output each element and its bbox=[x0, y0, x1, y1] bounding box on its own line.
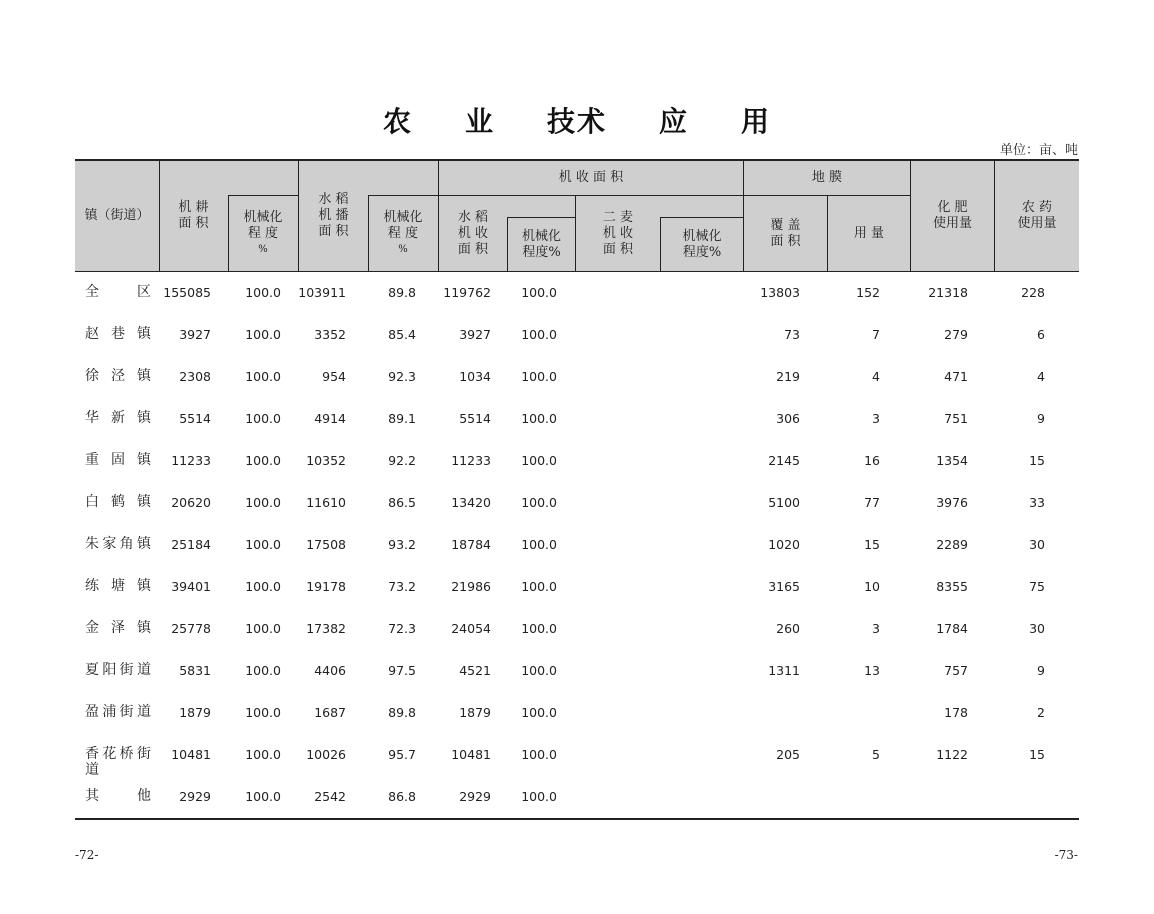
cell-film-usage: 4 bbox=[872, 369, 880, 384]
title-char-2: 业 bbox=[464, 105, 495, 138]
header-harvest-group: 机 收 面 积 bbox=[558, 170, 624, 185]
cell-jigeng-mech: 100.0 bbox=[245, 705, 281, 720]
cell-jigeng-area: 5514 bbox=[179, 411, 211, 426]
cell-pesticide: 228 bbox=[1021, 285, 1045, 300]
cell-rice-area: 2542 bbox=[314, 789, 346, 804]
town-name: 徐泾镇 bbox=[85, 368, 151, 384]
cell-film-area: 5100 bbox=[768, 495, 800, 510]
cell-rice-area: 1687 bbox=[314, 705, 346, 720]
header-jigeng-area: 机 耕 面 积 bbox=[178, 200, 209, 231]
cell-rice-mech: 89.1 bbox=[388, 411, 416, 426]
cell-rice-mech: 89.8 bbox=[388, 285, 416, 300]
header-harvest-wheat-mech: 机械化 程度% bbox=[682, 228, 722, 260]
title-char-1: 农 bbox=[382, 105, 413, 138]
cell-harvest-rice: 5514 bbox=[459, 411, 491, 426]
cell-jigeng-area: 25778 bbox=[171, 621, 211, 636]
header-harvest-wheat: 二 麦 机 收 面 积 bbox=[602, 209, 634, 257]
header-jigeng-mech-line3: % bbox=[258, 243, 268, 255]
cell-pesticide: 9 bbox=[1037, 663, 1045, 678]
cell-harvest-rice-mech: 100.0 bbox=[521, 705, 557, 720]
title-char-4: 应 bbox=[659, 105, 690, 138]
cell-film-usage: 16 bbox=[864, 453, 880, 468]
cell-pesticide: 9 bbox=[1037, 411, 1045, 426]
cell-rice-mech: 86.8 bbox=[388, 789, 416, 804]
cell-rice-area: 4406 bbox=[314, 663, 346, 678]
cell-film-area: 1311 bbox=[768, 663, 800, 678]
cell-harvest-rice: 4521 bbox=[459, 663, 491, 678]
cell-pesticide: 2 bbox=[1037, 705, 1045, 720]
table-row bbox=[75, 398, 1079, 440]
cell-pesticide: 15 bbox=[1029, 453, 1045, 468]
header-film-usage: 用 量 bbox=[853, 225, 885, 241]
cell-fertilizer: 1354 bbox=[936, 453, 968, 468]
cell-fertilizer: 8355 bbox=[936, 579, 968, 594]
cell-fertilizer: 178 bbox=[944, 705, 968, 720]
cell-fertilizer: 1784 bbox=[936, 621, 968, 636]
table-row bbox=[75, 566, 1079, 608]
cell-jigeng-area: 2308 bbox=[179, 369, 211, 384]
cell-jigeng-mech: 100.0 bbox=[245, 789, 281, 804]
cell-pesticide: 33 bbox=[1029, 495, 1045, 510]
header-rice-mech-line3: % bbox=[398, 243, 408, 255]
cell-harvest-rice: 1034 bbox=[459, 369, 491, 384]
cell-rice-area: 17508 bbox=[306, 537, 346, 552]
cell-rice-mech: 85.4 bbox=[388, 327, 416, 342]
header-film-group: 地 膜 bbox=[811, 170, 843, 185]
cell-jigeng-mech: 100.0 bbox=[245, 537, 281, 552]
title-char-3: 技术 bbox=[546, 105, 607, 138]
cell-jigeng-mech: 100.0 bbox=[245, 747, 281, 762]
town-name: 重固镇 bbox=[85, 452, 151, 468]
cell-jigeng-mech: 100.0 bbox=[245, 285, 281, 300]
cell-jigeng-mech: 100.0 bbox=[245, 369, 281, 384]
cell-fertilizer: 1122 bbox=[936, 747, 968, 762]
cell-jigeng-area: 2929 bbox=[179, 789, 211, 804]
cell-harvest-rice: 2929 bbox=[459, 789, 491, 804]
table-row bbox=[75, 356, 1079, 398]
town-name: 华新镇 bbox=[85, 410, 151, 426]
page-number-right: -73- bbox=[1054, 848, 1078, 862]
cell-harvest-rice: 18784 bbox=[451, 537, 491, 552]
cell-harvest-rice: 119762 bbox=[443, 285, 491, 300]
table-row bbox=[75, 776, 1079, 818]
town-name: 金泽镇 bbox=[85, 620, 151, 636]
cell-rice-area: 103911 bbox=[298, 285, 346, 300]
cell-harvest-rice-mech: 100.0 bbox=[521, 411, 557, 426]
cell-film-usage: 3 bbox=[872, 411, 880, 426]
cell-film-area: 306 bbox=[776, 411, 800, 426]
cell-fertilizer: 757 bbox=[944, 663, 968, 678]
cell-harvest-rice-mech: 100.0 bbox=[521, 285, 557, 300]
cell-rice-area: 954 bbox=[322, 369, 346, 384]
cell-film-usage: 15 bbox=[864, 537, 880, 552]
cell-film-usage: 152 bbox=[856, 285, 880, 300]
cell-jigeng-area: 11233 bbox=[171, 453, 211, 468]
page-number-left: -72- bbox=[75, 848, 99, 862]
header-jigeng-mech-line1: 机械化 bbox=[243, 209, 283, 225]
cell-fertilizer: 279 bbox=[944, 327, 968, 342]
cell-harvest-rice-mech: 100.0 bbox=[521, 537, 557, 552]
cell-pesticide: 30 bbox=[1029, 621, 1045, 636]
cell-harvest-rice: 11233 bbox=[451, 453, 491, 468]
cell-jigeng-mech: 100.0 bbox=[245, 621, 281, 636]
cell-jigeng-area: 20620 bbox=[171, 495, 211, 510]
header-harvest-rice: 水 稻 机 收 面 积 bbox=[457, 209, 489, 257]
cell-harvest-rice-mech: 100.0 bbox=[521, 453, 557, 468]
cell-fertilizer: 21318 bbox=[928, 285, 968, 300]
town-name: 朱家角镇 bbox=[85, 536, 151, 552]
table-row bbox=[75, 524, 1079, 566]
cell-pesticide: 75 bbox=[1029, 579, 1045, 594]
cell-film-area: 219 bbox=[776, 369, 800, 384]
header-rice-mech-line2: 程 度 bbox=[387, 225, 419, 241]
header-jigeng-mech bbox=[228, 196, 298, 271]
town-name: 白鹤镇 bbox=[85, 494, 151, 510]
cell-rice-mech: 73.2 bbox=[388, 579, 416, 594]
cell-rice-mech: 97.5 bbox=[388, 663, 416, 678]
cell-film-usage: 7 bbox=[872, 327, 880, 342]
cell-jigeng-area: 10481 bbox=[171, 747, 211, 762]
table-row bbox=[75, 482, 1079, 524]
cell-film-area: 3165 bbox=[768, 579, 800, 594]
table-row bbox=[75, 734, 1079, 776]
cell-harvest-rice: 10481 bbox=[451, 747, 491, 762]
cell-harvest-rice-mech: 100.0 bbox=[521, 663, 557, 678]
cell-pesticide: 30 bbox=[1029, 537, 1045, 552]
cell-film-usage: 13 bbox=[864, 663, 880, 678]
cell-harvest-rice-mech: 100.0 bbox=[521, 747, 557, 762]
cell-jigeng-area: 1879 bbox=[179, 705, 211, 720]
cell-harvest-rice: 3927 bbox=[459, 327, 491, 342]
cell-pesticide: 4 bbox=[1037, 369, 1045, 384]
table-row bbox=[75, 650, 1079, 692]
town-name: 全区 bbox=[85, 284, 151, 300]
cell-jigeng-mech: 100.0 bbox=[245, 663, 281, 678]
cell-harvest-rice: 21986 bbox=[451, 579, 491, 594]
cell-harvest-rice-mech: 100.0 bbox=[521, 789, 557, 804]
cell-film-area: 13803 bbox=[760, 285, 800, 300]
cell-jigeng-area: 5831 bbox=[179, 663, 211, 678]
cell-jigeng-area: 3927 bbox=[179, 327, 211, 342]
table-row bbox=[75, 440, 1079, 482]
cell-jigeng-mech: 100.0 bbox=[245, 495, 281, 510]
cell-film-area: 260 bbox=[776, 621, 800, 636]
cell-pesticide: 15 bbox=[1029, 747, 1045, 762]
cell-fertilizer: 751 bbox=[944, 411, 968, 426]
cell-jigeng-mech: 100.0 bbox=[245, 327, 281, 342]
town-name: 赵巷镇 bbox=[85, 326, 151, 342]
cell-fertilizer: 3976 bbox=[936, 495, 968, 510]
table-row bbox=[75, 272, 1079, 314]
cell-harvest-rice: 24054 bbox=[451, 621, 491, 636]
table-row bbox=[75, 608, 1079, 650]
cell-harvest-rice-mech: 100.0 bbox=[521, 579, 557, 594]
cell-rice-mech: 93.2 bbox=[388, 537, 416, 552]
header-jigeng-mech-line2: 程 度 bbox=[247, 225, 279, 241]
cell-film-area: 2145 bbox=[768, 453, 800, 468]
header-film-area: 覆 盖 面 积 bbox=[770, 217, 801, 249]
unit-label: 单位：亩、吨 bbox=[999, 143, 1078, 158]
header-rice-area: 水 稻 机 播 面 积 bbox=[318, 192, 349, 239]
page-title bbox=[0, 100, 1154, 140]
town-name: 夏阳街道 bbox=[85, 662, 151, 678]
cell-rice-mech: 72.3 bbox=[388, 621, 416, 636]
table-header bbox=[75, 161, 1079, 271]
cell-jigeng-mech: 100.0 bbox=[245, 411, 281, 426]
cell-rice-area: 17382 bbox=[306, 621, 346, 636]
cell-jigeng-mech: 100.0 bbox=[245, 453, 281, 468]
cell-jigeng-area: 39401 bbox=[171, 579, 211, 594]
cell-film-usage: 3 bbox=[872, 621, 880, 636]
cell-jigeng-area: 155085 bbox=[163, 285, 211, 300]
town-name: 香花桥街道 bbox=[85, 746, 151, 778]
town-name: 盈浦街道 bbox=[85, 704, 151, 720]
cell-film-area: 205 bbox=[776, 747, 800, 762]
cell-pesticide: 6 bbox=[1037, 327, 1045, 342]
table-row bbox=[75, 692, 1079, 734]
cell-rice-mech: 89.8 bbox=[388, 705, 416, 720]
cell-harvest-rice-mech: 100.0 bbox=[521, 495, 557, 510]
cell-harvest-rice-mech: 100.0 bbox=[521, 369, 557, 384]
cell-film-usage: 10 bbox=[864, 579, 880, 594]
title-char-5: 用 bbox=[741, 105, 772, 138]
cell-film-area: 73 bbox=[784, 327, 800, 342]
cell-rice-area: 10026 bbox=[306, 747, 346, 762]
cell-rice-mech: 92.2 bbox=[388, 453, 416, 468]
cell-harvest-rice-mech: 100.0 bbox=[521, 327, 557, 342]
header-fertilizer: 化 肥 使用量 bbox=[932, 200, 972, 231]
header-rice-mech bbox=[368, 196, 438, 271]
table-row bbox=[75, 314, 1079, 356]
town-name: 其他 bbox=[85, 788, 151, 804]
cell-rice-area: 10352 bbox=[306, 453, 346, 468]
header-rice-mech-line1: 机械化 bbox=[383, 209, 423, 225]
header-harvest-rice-mech: 机械化 程度% bbox=[521, 228, 561, 260]
cell-rice-mech: 95.7 bbox=[388, 747, 416, 762]
cell-harvest-rice-mech: 100.0 bbox=[521, 621, 557, 636]
cell-rice-mech: 86.5 bbox=[388, 495, 416, 510]
cell-jigeng-mech: 100.0 bbox=[245, 579, 281, 594]
cell-rice-area: 3352 bbox=[314, 327, 346, 342]
town-name: 练塘镇 bbox=[85, 578, 151, 594]
header-town: 镇（街道） bbox=[84, 208, 150, 223]
cell-harvest-rice: 13420 bbox=[451, 495, 491, 510]
cell-fertilizer: 2289 bbox=[936, 537, 968, 552]
cell-harvest-rice: 1879 bbox=[459, 705, 491, 720]
cell-film-usage: 5 bbox=[872, 747, 880, 762]
cell-film-usage: 77 bbox=[864, 495, 880, 510]
cell-rice-area: 11610 bbox=[306, 495, 346, 510]
cell-rice-area: 4914 bbox=[314, 411, 346, 426]
cell-jigeng-area: 25184 bbox=[171, 537, 211, 552]
cell-fertilizer: 471 bbox=[944, 369, 968, 384]
cell-rice-area: 19178 bbox=[306, 579, 346, 594]
table-bottom-rule bbox=[75, 818, 1079, 820]
cell-rice-mech: 92.3 bbox=[388, 369, 416, 384]
cell-film-area: 1020 bbox=[768, 537, 800, 552]
header-pesticide: 农 药 使用量 bbox=[1017, 200, 1057, 231]
